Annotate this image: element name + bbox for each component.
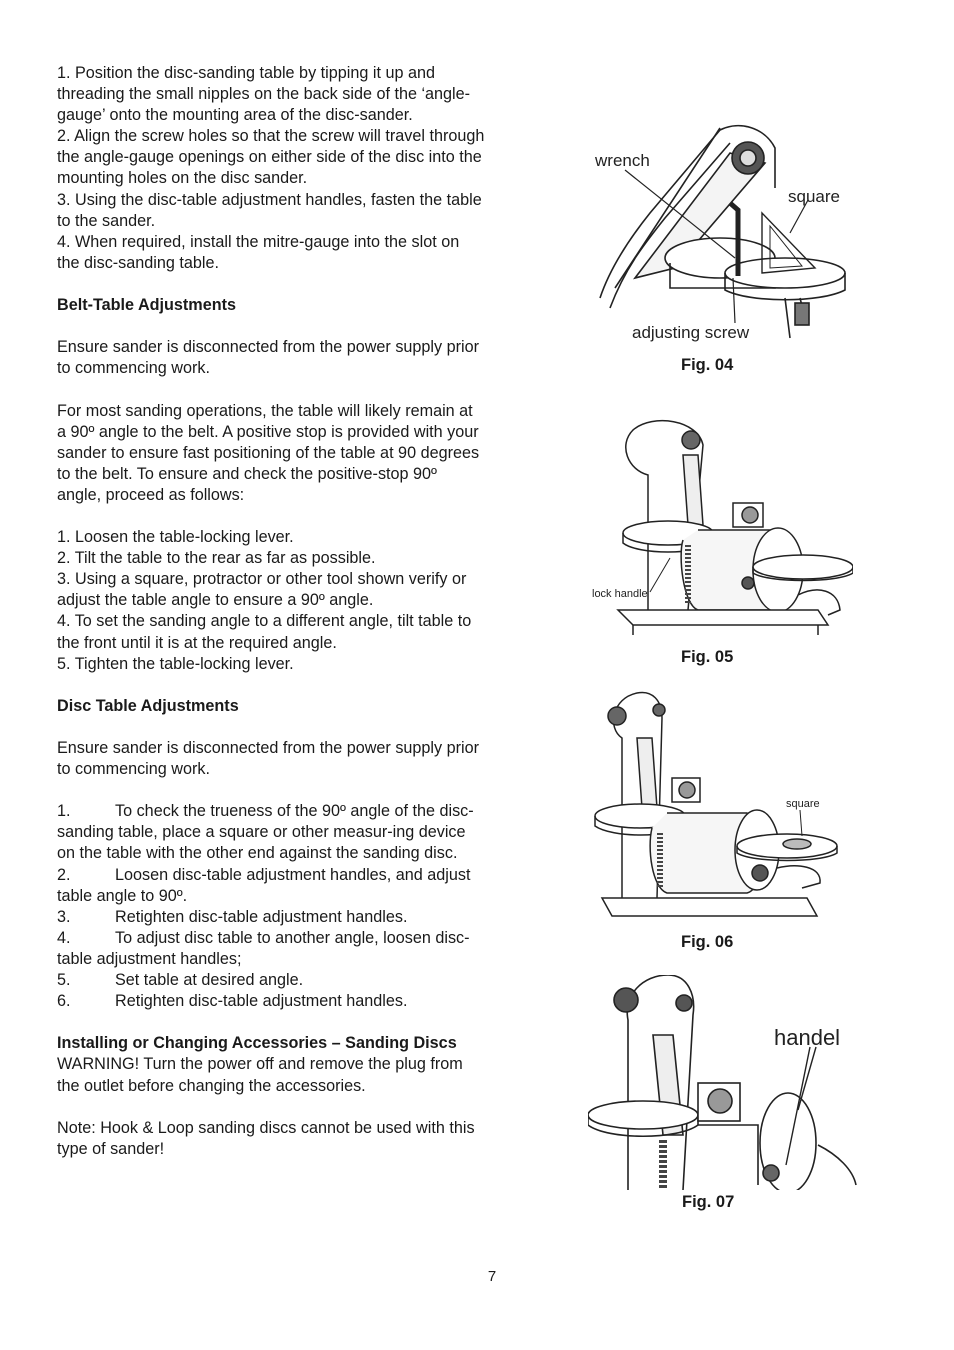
step-text: To adjust disc table to another angle, loosen disc-table adjustment handles; (57, 928, 470, 968)
step-number: 2. (57, 865, 71, 884)
fig05-illustration (588, 415, 853, 640)
fig04-illustration (590, 118, 860, 348)
section1-step-2: 2. Align the screw holes so that the screw will travel through the angle-gauge openings on either side of the disc into the mounting holes on the disc sander. (57, 127, 485, 188)
fig07-illustration (588, 975, 863, 1190)
disc-table-step-2 (57, 865, 485, 907)
section1-step-4: 4. When required, install the mitre-gauge into the slot on the disc-sanding table. (57, 232, 460, 272)
accessories-heading: Installing or Changing Accessories – Sanding Discs (57, 1034, 457, 1053)
page-number: 7 (487, 1268, 497, 1285)
belt-table-step-1: 1. Loosen the table-locking lever. (57, 528, 294, 547)
belt-table-step-2: 2. Tilt the table to the rear as far as possible. (57, 549, 376, 568)
belt-table-step-4: 4. To set the sanding angle to a different angle, tilt table to the front until it is at the required angle. (57, 612, 472, 652)
belt-table-step-5: 5. Tighten the table-locking lever. (57, 654, 294, 673)
step-text: Set table at desired angle. (115, 971, 304, 990)
disc-table-heading: Disc Table Adjustments (57, 696, 239, 715)
belt-table-intro: For most sanding operations, the table will likely remain at a 90º angle to the belt. A positive stop is provided with your sander to ensure fast positioning of the table at 90 degrees to the belt. To ensure and check the positive-stop 90º angle, proceed as follows: (57, 401, 480, 504)
belt-table-step-3: 3. Using a square, protractor or other tool shown verify or adjust the table angle to ensure a 90º angle. (57, 570, 467, 610)
fig04-label-square: square (788, 187, 840, 206)
step-text: Loosen disc-table adjustment handles, and adjust table angle to 90º. (57, 865, 471, 905)
accessories-note: Note: Hook & Loop sanding discs cannot be used with this type of sander! (57, 1118, 475, 1158)
fig06-illustration (592, 688, 847, 928)
disc-table-step-6 (57, 991, 485, 1012)
fig05-caption: Fig. 05 (681, 648, 734, 666)
disc-table-step-3 (57, 907, 485, 928)
fig04-caption: Fig. 04 (681, 356, 734, 374)
step-text: To check the trueness of the 90º angle of the disc-sanding table, place a square or other measur-ing device on the table with the other end against the sanding disc. (57, 802, 474, 863)
fig07-caption: Fig. 07 (682, 1193, 735, 1211)
fig05-label-lock-handle: lock handle (592, 588, 648, 600)
step-text: Retighten disc-table adjustment handles. (115, 992, 408, 1011)
step-number: 6. (57, 992, 71, 1011)
section1-step-3: 3. Using the disc-table adjustment handles, fasten the table to the sander. (57, 190, 482, 230)
belt-table-warning: Ensure sander is disconnected from the power supply prior to commencing work. (57, 338, 479, 378)
disc-table-step-1 (57, 801, 485, 864)
step-number: 4. (57, 928, 71, 947)
fig06-caption: Fig. 06 (681, 933, 734, 951)
step-text: Retighten disc-table adjustment handles. (115, 907, 408, 926)
disc-table-warning: Ensure sander is disconnected from the power supply prior to commencing work. (57, 739, 479, 779)
section1-step-1: 1. Position the disc-sanding table by tipping it up and threading the small nipples on the back side of the ‘angle-gauge’ onto the mounting area of the disc-sander. (57, 64, 471, 125)
step-number: 1. (57, 802, 71, 821)
disc-table-step-4 (57, 928, 485, 970)
disc-table-step-5 (57, 970, 485, 991)
text-column (57, 63, 485, 1160)
accessories-warning: WARNING! Turn the power off and remove the plug from the outlet before changing the accessories. (57, 1055, 463, 1095)
fig04-label-wrench: wrench (595, 151, 650, 170)
fig04-label-adjusting-screw: adjusting screw (632, 323, 750, 342)
step-number: 5. (57, 971, 71, 990)
step-number: 3. (57, 907, 71, 926)
fig06-label-square: square (786, 798, 820, 810)
fig07-label-handel: handel (774, 1025, 841, 1050)
belt-table-heading: Belt-Table Adjustments (57, 296, 236, 315)
